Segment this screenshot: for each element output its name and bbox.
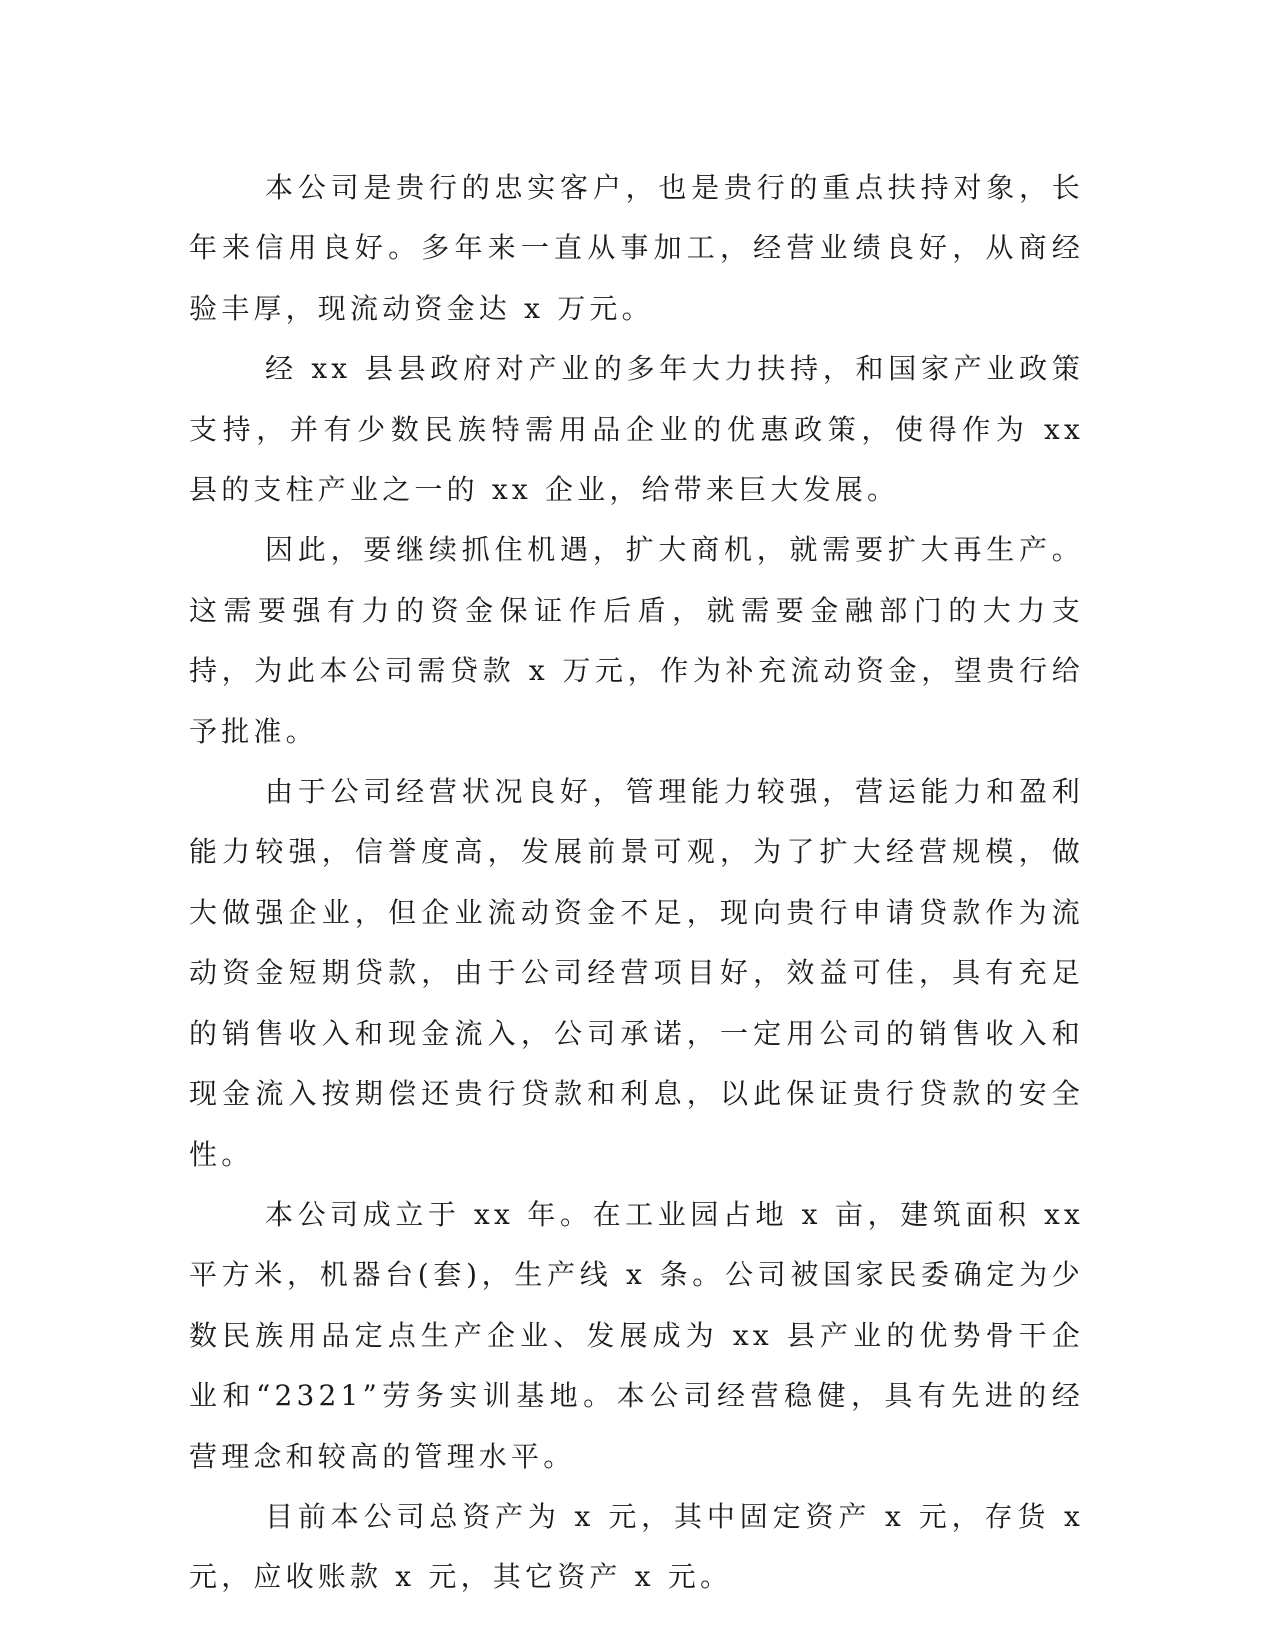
- paragraph-2: 经 xx 县县政府对产业的多年大力扶持，和国家产业政策支持，并有少数民族特需用品企业的优惠政策，使得作为 xx 县的支柱产业之一的 xx 企业，给带来巨大发展。: [189, 352, 1084, 507]
- paragraph-1: 本公司是贵行的忠实客户，也是贵行的重点扶持对象，长年来信用良好。多年来一直从事加工，经营业绩良好，从商经验丰厚，现流动资金达 x 万元。: [189, 171, 1084, 325]
- paragraph-4: 由于公司经营状况良好，管理能力较强，营运能力和盈利能力较强，信誉度高，发展前景可观，为了扩大经营规模，做大做强企业，但企业流动资金不足，现向贵行申请贷款作为流动资金短期贷款，由于公司经营项目好，效益可佳，具有充足的销售收入和现金流入，公司承诺，一定用公司的销售收入和现金流入按期偿还贵行贷款和利息，以此保证贵行贷款的安全性。: [189, 775, 1084, 1171]
- paragraph-3: 因此，要继续抓住机遇，扩大商机，就需要扩大再生产。这需要强有力的资金保证作后盾，就需要金融部门的大力支持，为此本公司需贷款 x 万元，作为补充流动资金，望贵行给予批准。: [189, 533, 1084, 748]
- paragraph-6: 目前本公司总资产为 x 元，其中固定资产 x 元，存货 x 元，应收账款 x 元，其它资产 x 元。: [189, 1499, 1084, 1594]
- paragraph-5: 本公司成立于 xx 年。在工业园占地 x 亩，建筑面积 xx 平方米，机器台(套)，生产线 x 条。公司被国家民委确定为少数民族用品定点生产企业、发展成为 xx 县产业的优势骨干企业和“2321”劳务实训基地。本公司经营稳健，具有先进的经营理念和较高的管理水平。: [189, 1197, 1084, 1473]
- document-body: [189, 158, 1084, 1608]
